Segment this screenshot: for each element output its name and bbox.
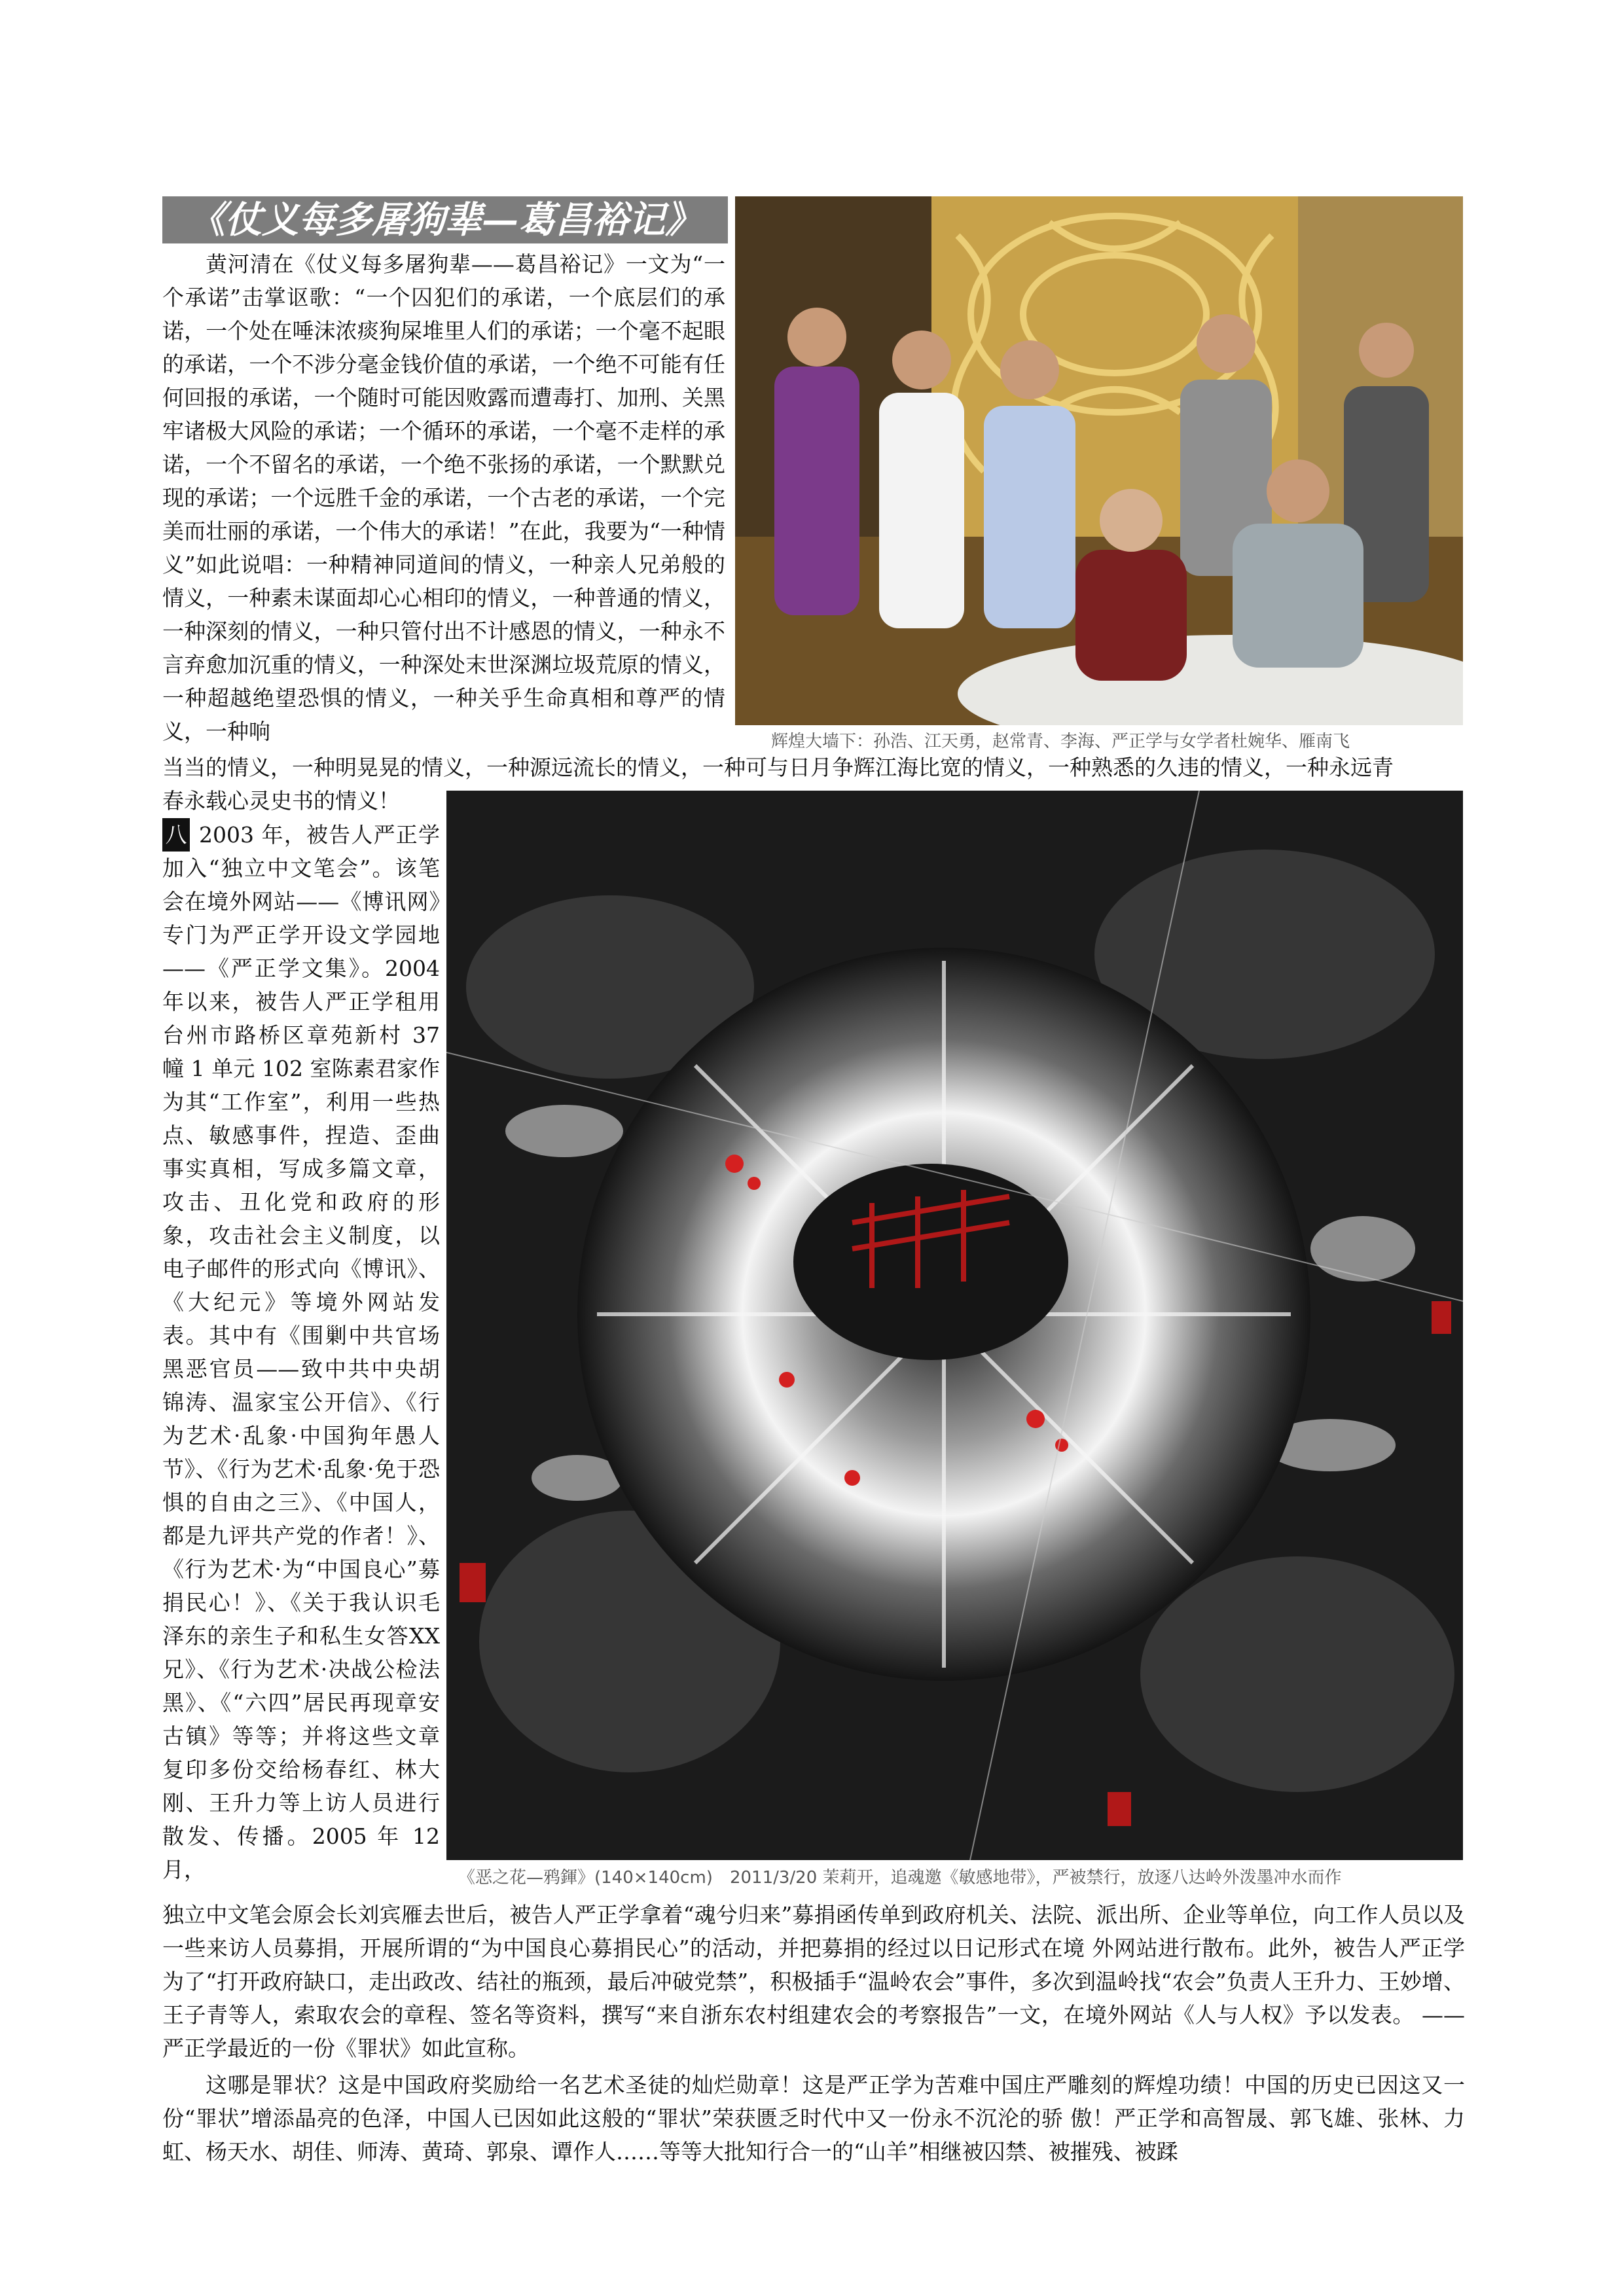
group-photo: [735, 196, 1463, 725]
section-mark: 八: [162, 818, 190, 852]
closing-paragraph: 这哪是罪状？这是中国政府奖励给一名艺术圣徒的灿烂勋章！这是严正学为苦难中国庄严雕刻的辉煌功绩！中国的历史已因这又一份“罪状”增添晶亮的色泽，中国人已因如此这般的“罪状”荣获匮乏时代中又一份永不沉沦的骄 傲！严正学和高智晟、郭飞雄、张林、力虹、杨天水、胡佳、师涛、黄琦、郭泉、谭作人……等等大批知行合一的“山羊”相继被囚禁、被摧残、被蹂: [162, 2072, 1465, 2164]
photo-caption: 辉煌大墙下：孙浩、江天勇，赵常青、李海、严正学与女学者杜婉华、雁南飞: [771, 732, 1350, 751]
intro-end: 春永载心灵史书的情义！: [162, 788, 400, 814]
intro-column: [162, 247, 725, 771]
intro-continuation: 当当的情义，一种明晃晃的情义，一种源远流长的情义，一种可与日月争辉江海比宽的情义，一种熟悉的久违的情义，一种永远青: [162, 755, 1394, 780]
intro-paragraph: 黄河清在《仗义每多屠狗辈——葛昌裕记》一文为“一个承诺”击掌讴歌：“一个囚犯们的承诺，一个底层们的承诺，一个处在唾沫浓痰狗屎堆里人们的承诺；一个毫不起眼的承诺，一个不涉分毫金钱价值的承诺，一个绝不可能有任何回报的承诺，一个随时可能因败露而遭毒打、加刑、关黑牢诸极大风险的承诺；一个循环的承诺，一个毫不走样的承诺，一个不留名的承诺，一个绝不张扬的承诺，一个默默兑现的承诺；一个远胜千金的承诺，一个古老的承诺，一个完美而壮丽的承诺，一个伟大的承诺！”在此，我要为“一种情义”如此说唱：一种精神同道间的情义，一种亲人兄弟般的情义，一种素未谋面却心心相印的情义，一种普通的情义，一种深刻的情义，一种只管付出不计感恩的情义，一种永不言弃愈加沉重的情义，一种深处末世深渊垃圾荒原的情义，一种超越绝望恐惧的情义，一种关乎生命真相和尊严的情义，一种响: [162, 251, 725, 744]
article-title: 《仗义每多屠狗辈—葛昌裕记》: [162, 196, 728, 243]
group-photo-illustration: [735, 196, 1463, 725]
painting-caption: 《恶之花—鸦鍕》(140×140cm) 2011/3/20 茉莉开，追魂邀《敏感地带》，严被禁行，放逐八达岭外泼墨冲水而作: [458, 1868, 1342, 1888]
ink-painting: [446, 791, 1463, 1860]
section-continuation: 独立中文笔会原会长刘宾雁去世后，被告人严正学拿着“魂兮归来”募捐函传单到政府机关、法院、派出所、企业等单位，向工作人员以及一些来访人员募捐，开展所谓的“为中国良心募捐民心”的活动，并把募捐的经过以日记形式在境 外网站进行散布。此外，被告人严正学为了“打开政府缺口，走出政改、结社的瓶颈，最后冲破党禁”，积极插手“温岭农会”事件，多次到温岭找“农会”负责人王升力、王妙增、王子青等人，索取农会的章程、签名等资料，撰写“来自浙东农村组建农会的考察报告”一文，在境外网站《人与人权》予以发表。 ——严正学最近的一份《罪状》如此宣称。: [162, 1902, 1465, 2061]
section-column: [162, 818, 440, 1898]
closing-column: [162, 2068, 1465, 2173]
ink-painting-artwork: [446, 791, 1463, 1860]
section-column-text: 2003 年，被告人严正学加入“独立中文笔会”。该笔会在境外网站——《博讯网》专门为严正学开设文学园地——《严正学文集》。2004 年以来，被告人严正学租用台州市路桥区章苑新村 37 幢 1 单元 102 室陈素君家作为其“工作室”，利用一些热点、敏感事件，捏造、歪曲事实真相，写成多篇文章，攻击、丑化党和政府的形象，攻击社会主义制度，以电子邮件的形式向《博讯》、《大纪元》等境外网站发表。其中有《围剿中共官场黑恶官员——致中共中央胡锦涛、温家宝公开信》、《行为艺术·乱象·中国狗年愚人节》、《行为艺术·乱象·免于恐惧的自由之三》、《中国人，都是九评共产党的作者！》、《行为艺术·为“中国良心”募捐民心！》、《关于我认识毛泽东的亲生子和私生女答XX 兄》、《行为艺术·决战公检法黑》、《“六四”居民再现章安古镇》等等；并将这些文章复印多份交给杨春红、林大刚、王升力等上访人员进行散发、传播。2005 年 12 月，: [162, 822, 440, 1882]
